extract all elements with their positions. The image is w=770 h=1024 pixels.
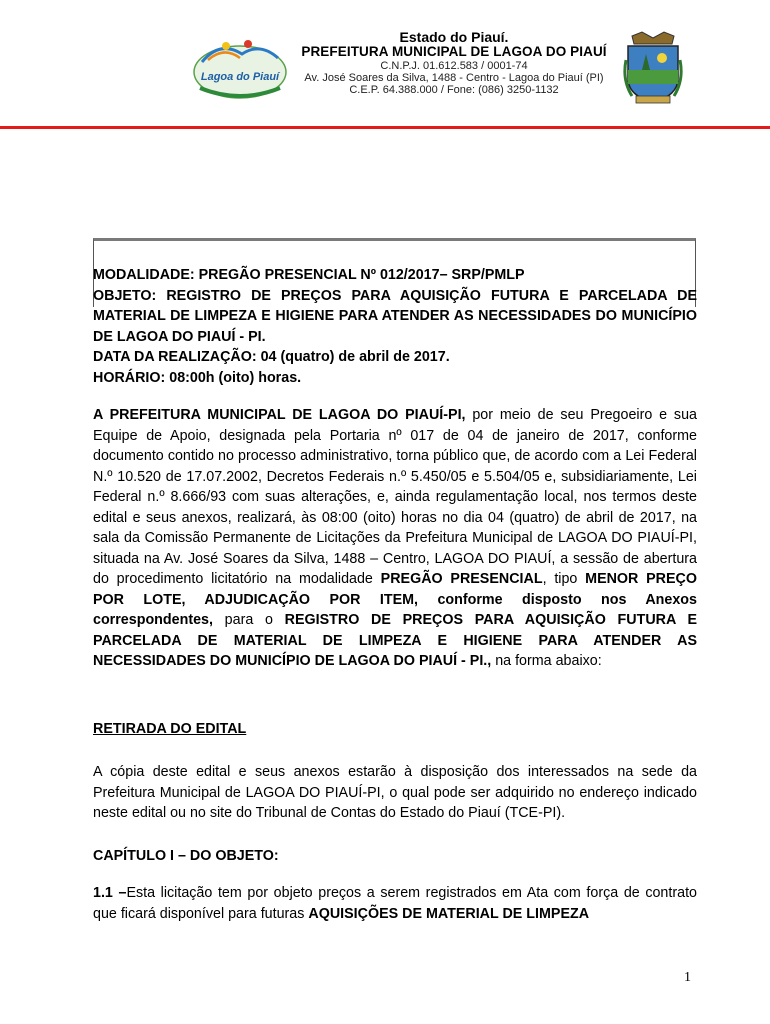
intro-bold-2: MENOR PREÇO POR LOTE, ADJUDICAÇÃO POR ITEM, conforme disposto nos Anexos correspondentes, bbox=[93, 571, 697, 628]
header-state: Estado do Piauí. bbox=[399, 29, 509, 45]
header-cep-phone: C.E.P. 64.388.000 / Fone: (086) 3250-1132 bbox=[349, 84, 559, 97]
data-realizacao-line: DATA DA REALIZAÇÃO: 04 (quatro) de abril de 2017. bbox=[93, 349, 450, 365]
intro-text-4: na forma abaixo: bbox=[491, 653, 602, 669]
capitulo-heading: CAPÍTULO I – DO OBJETO: bbox=[93, 848, 279, 864]
intro-text-2: , tipo bbox=[542, 571, 586, 587]
intro-bold-3: REGISTRO DE PREÇOS PARA AQUISIÇÃO FUTURA E PARCELADA DE MATERIAL DE LIMPEZA E HIGIENE PARA ATENDER AS NECESSIDADES DO MUNICÍPIO DE LAGOA DO PIAUÍ - PI., bbox=[93, 612, 698, 669]
intro-text-1: por meio de seu Pregoeiro e sua Equipe de Apoio, designada pela Portaria nº 017 de 04 de janeiro de 2017, conforme documento contido no processo administrativo, torna público que, de acordo com a Lei Federal N.º 10.520 de 17.07.2002, Decretos Federais n.º 5.450/05 e 5.504/05 e, subsidiariamente, Lei Federal n.º 8.666/93 com suas alterações, e, ainda regulamentação local, nos termos deste edital e seus anexos, realizará, às 08:00 (oito) horas no dia 04 (quatro) de abril de 2017, na sala da Comissão Permanente de Licitações da Prefeitura Municipal de LAGOA DO PIAUÍ-PI, situada na Av. José Soares da Silva, 1488 – Centro, LAGOA DO PIAUÍ, a sessão de abertura do procedimento licitatório na modalidade bbox=[93, 407, 697, 587]
page-number: 1 bbox=[684, 970, 691, 985]
horario-line: HORÁRIO: 08:00h (oito) horas. bbox=[93, 369, 302, 386]
edital-title-block bbox=[93, 265, 697, 388]
document-header bbox=[0, 0, 770, 135]
modalidade-line: MODALIDADE: PREGÃO PRESENCIAL Nº 012/2017– SRP/PMLP bbox=[93, 267, 525, 283]
intro-paragraph bbox=[93, 405, 697, 672]
intro-bold-1: PREGÃO PRESENCIAL bbox=[380, 571, 543, 587]
header-text bbox=[296, 30, 612, 97]
item-number: 1.1 – bbox=[93, 885, 127, 901]
municipality-logo bbox=[190, 32, 290, 104]
intro-lead: A PREFEITURA MUNICIPAL DE LAGOA DO PIAUÍ-PI, bbox=[93, 407, 466, 423]
logo-text: Lagoa do Piauí bbox=[200, 71, 280, 83]
header-divider bbox=[0, 126, 770, 129]
objeto-line: OBJETO: REGISTRO DE PREÇOS PARA AQUISIÇÃO FUTURA E PARCELADA DE MATERIAL DE LIMPEZA E HIGIENE PARA ATENDER AS NECESSIDADES DO MUNICÍPIO DE LAGOA DO PIAUÍ - PI. bbox=[93, 287, 697, 345]
retirada-paragraph: A cópia deste edital e seus anexos estarão à disposição dos interessados na sede da Prefeitura Municipal de LAGOA DO PIAUÍ-PI, o qual pode ser adquirido no endereço indicado neste edital ou no site do Tribunal de Contas do Estado do Piauí (TCE-PI). bbox=[93, 764, 697, 821]
retirada-heading: RETIRADA DO EDITAL bbox=[93, 721, 247, 737]
item-bold: AQUISIÇÕES DE MATERIAL DE LIMPEZA bbox=[308, 905, 590, 922]
header-address: Av. José Soares da Silva, 1488 - Centro - Lagoa do Piauí (PI) bbox=[304, 72, 604, 85]
item-text: Esta licitação tem por objeto preços a serem registrados em Ata com força de contrato que ficará disponível para futuras bbox=[93, 885, 697, 922]
coat-of-arms-icon bbox=[622, 30, 684, 106]
header-prefecture: PREFEITURA MUNICIPAL DE LAGOA DO PIAUÍ bbox=[301, 44, 607, 60]
header-cnpj: C.N.P.J. 01.612.583 / 0001-74 bbox=[380, 60, 528, 73]
intro-text-3: para o bbox=[212, 612, 285, 628]
item-1-1-paragraph bbox=[93, 883, 697, 924]
